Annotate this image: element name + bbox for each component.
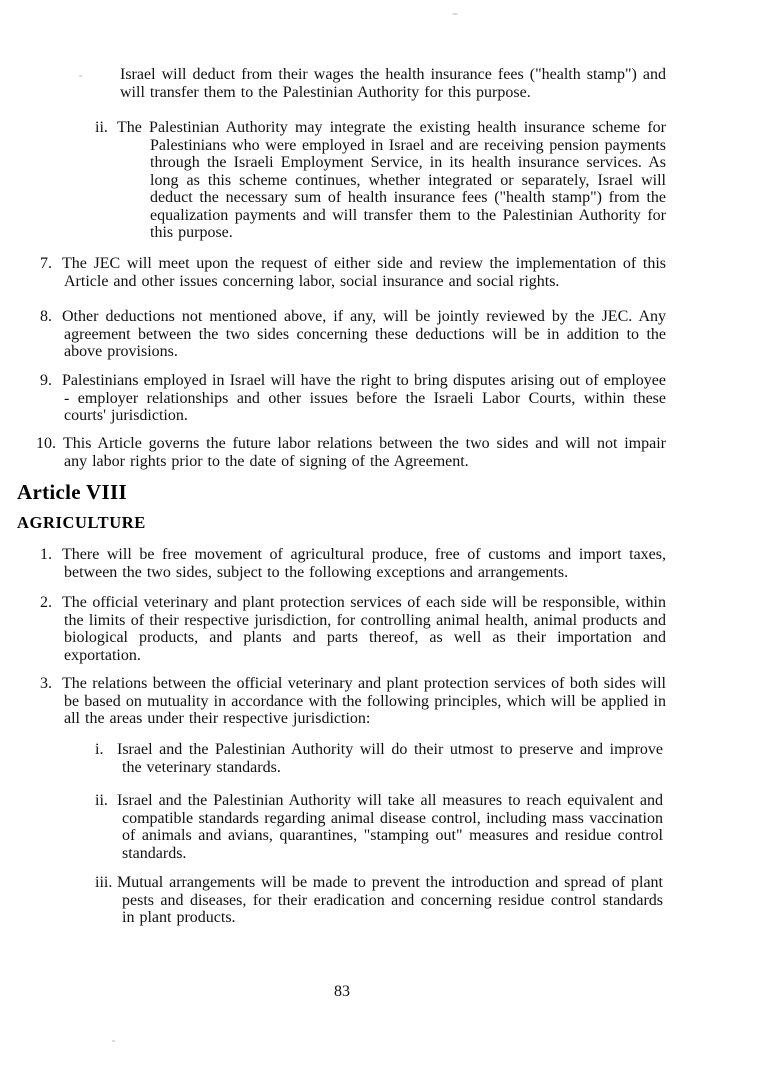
item-marker: ii. <box>95 119 108 136</box>
labor-item-7 <box>0 255 666 290</box>
page-number: 83 <box>334 983 350 1000</box>
labor-item-9 <box>0 372 666 425</box>
item-marker: ii. <box>95 792 108 809</box>
item-text: This Article governs the future labor relations between the two sides and will not impair any labor rights prior to the date of signing of the Agreement. <box>63 435 666 470</box>
section-heading: AGRICULTURE <box>17 513 146 532</box>
scan-speck <box>452 13 458 15</box>
labor-item-8 <box>0 308 666 361</box>
item-text: The official veterinary and plant protection services of each side will be responsible, within the limits of their respective jurisdiction, for controlling animal health, animal products and biological products, and plants and parts thereof, as well as their importation and exportation. <box>62 594 666 664</box>
item-text: The Palestinian Authority may integrate the existing health insurance scheme for Palestinians who were employed in Israel and are receiving pension payments through the Israeli Employment Service, in its health insurance services. As long as this scheme continues, whether integrated or separately, Israel will deduct the necessary sum of health insurance fees ("health stamp") from the equalization payments and will transfer them to the Palestinian Authority for this purpose. <box>117 119 666 241</box>
item-text: Other deductions not mentioned above, if any, will be jointly reviewed by the JEC. Any agreement between the two sides concerning these deductions will be in addition to the above provisions. <box>62 308 666 360</box>
item-text: Palestinians employed in Israel will have the right to bring disputes arising out of employee - employer relationships and other issues before the Israeli Labor Courts, within these courts' jurisdiction. <box>62 372 666 424</box>
item-text: There will be free movement of agricultural produce, free of customs and import taxes, between the two sides, subject to the following exceptions and arrangements. <box>62 546 666 581</box>
labor-item-10 <box>0 435 666 470</box>
labor-subitem-ii <box>0 119 666 242</box>
item-marker: 7. <box>40 255 52 272</box>
item-text: The relations between the official veterinary and plant protection services of both sides will be based on mutuality in accordance with the following principles, which will be applied in all the areas under their respective jurisdiction: <box>62 675 666 727</box>
item-text: Israel and the Palestinian Authority will take all measures to reach equivalent and compatible standards regarding animal disease control, including mass vaccination of animals and avians, quarantines, "stamping out" measures and residue control standards. <box>117 792 663 862</box>
article-heading: Article VIII <box>17 480 127 504</box>
agriculture-item-3 <box>0 675 666 728</box>
agriculture-subitem-ii <box>0 792 663 862</box>
item-text: Mutual arrangements will be made to prevent the introduction and spread of plant pests and diseases, for their eradication and concerning residue control standards in plant products. <box>117 874 663 926</box>
scan-speck <box>112 1040 115 1042</box>
item-text: Israel and the Palestinian Authority will do their utmost to preserve and improve the veterinary standards. <box>117 741 663 776</box>
agriculture-item-1 <box>0 546 666 581</box>
item-marker: 10. <box>36 435 56 452</box>
item-marker: i. <box>95 741 104 758</box>
item-marker: 9. <box>40 372 52 389</box>
item-marker: 8. <box>40 308 52 325</box>
agriculture-item-2 <box>0 594 666 664</box>
agriculture-subitem-iii <box>0 874 663 927</box>
item-marker: 1. <box>40 546 52 563</box>
item-marker: iii. <box>95 874 113 891</box>
scan-speck <box>79 75 82 77</box>
agriculture-subitem-i <box>0 741 663 776</box>
item-marker: 3. <box>40 675 52 692</box>
item-text: The JEC will meet upon the request of either side and review the implementation of this Article and other issues concerning labor, social insurance and social rights. <box>62 255 666 290</box>
item-marker: 2. <box>40 594 52 611</box>
labor-item-i-continuation: Israel will deduct from their wages the health insurance fees ("health stamp") and will transfer them to the Palestinian Authority for this purpose. <box>120 66 666 101</box>
